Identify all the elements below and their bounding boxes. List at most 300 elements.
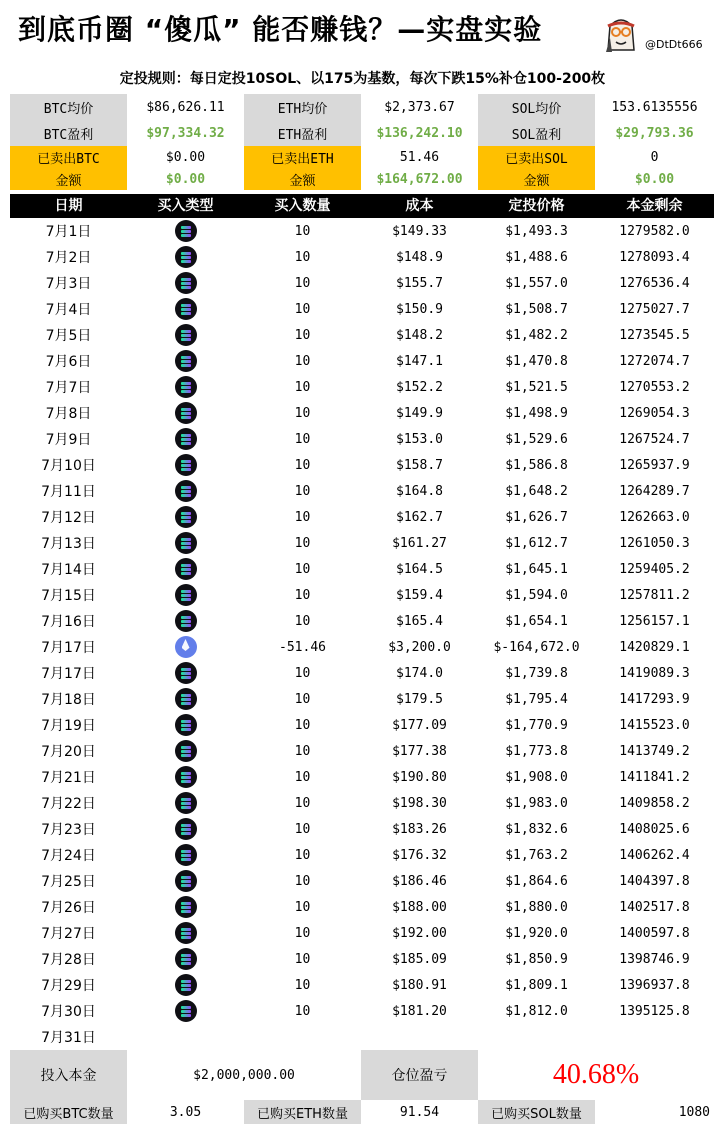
table-row [10,946,714,972]
row-invest-price: $1,645.1 [505,561,568,577]
row-principal-remaining: 1259405.2 [619,561,690,577]
row-quantity: 10 [294,951,311,967]
eth-avg-value: $2,373.67 [384,99,455,115]
row-invest-price: $1,626.7 [505,509,568,525]
row-cost: $161.27 [392,535,447,551]
row-buy-type [127,714,244,736]
row-quantity: 10 [294,483,311,499]
solana-icon [175,272,197,294]
investment-rule: 定投规则：每日定投10SOL、以175为基数，每次下跌15%补仓100-200枚 [119,71,606,87]
row-quantity: 10 [294,301,311,317]
btc-avg-label: BTC均价 [10,94,127,120]
row-cost: $186.46 [392,873,447,889]
row-quantity: 10 [294,275,311,291]
table-row [10,582,714,608]
row-quantity: 10 [294,431,311,447]
row-principal-remaining: 1272074.7 [619,353,690,369]
table-row [10,790,714,816]
row-cost: $159.4 [396,587,443,603]
sold-eth-label: 已卖出ETH [244,146,361,168]
row-invest-price: $1,812.0 [505,1003,568,1019]
solana-icon [175,714,197,736]
row-buy-type [127,324,244,346]
header-date: 日期 [54,198,83,214]
eth-profit-label: ETH盈利 [244,120,361,146]
row-cost: $165.4 [396,613,443,629]
row-principal-remaining: 1276536.4 [619,275,690,291]
row-buy-type [127,246,244,268]
row-buy-type [127,506,244,528]
sol-avg-value: 153.6135556 [611,99,698,115]
row-invest-price: $1,739.8 [505,665,568,681]
row-date: 7月9日 [45,432,92,448]
table-row [10,920,714,946]
table-header [10,194,714,218]
row-cost: $148.2 [396,327,443,343]
row-date: 7月5日 [45,328,92,344]
solana-icon [175,1000,197,1022]
row-quantity: 10 [294,1003,311,1019]
table-row [10,764,714,790]
solana-icon [175,220,197,242]
table-row [10,894,714,920]
row-quantity: 10 [294,353,311,369]
table-row [10,972,714,998]
sold-btc-label: 已卖出BTC [10,146,127,168]
principal-label: 投入本金 [10,1050,127,1100]
pnl-value: 40.68% [552,1059,640,1090]
row-principal-remaining: 1270553.2 [619,379,690,395]
row-buy-type [127,610,244,632]
row-date: 7月7日 [45,380,92,396]
table-row [10,348,714,374]
row-date: 7月27日 [41,926,96,942]
row-principal-remaining: 1273545.5 [619,327,690,343]
row-buy-type [127,636,244,658]
row-invest-price: $1,880.0 [505,899,568,915]
eth-amount-label: 金额 [244,168,361,190]
table-row [10,322,714,348]
row-cost: $176.32 [392,847,447,863]
table-row [10,244,714,270]
row-invest-price: $1,498.9 [505,405,568,421]
author-handle: @DtDt666 [645,38,703,51]
row-principal-remaining: 1402517.8 [619,899,690,915]
solana-icon [175,896,197,918]
avg-price-row [10,94,714,120]
solana-icon [175,740,197,762]
row-invest-price: $1,654.1 [505,613,568,629]
row-cost: $155.7 [396,275,443,291]
row-cost: $164.8 [396,483,443,499]
row-invest-price: $-164,672.0 [493,639,580,655]
row-buy-type [127,766,244,788]
row-quantity: -51.46 [279,639,326,655]
row-date: 7月13日 [41,536,96,552]
solana-icon [175,662,197,684]
table-row [10,426,714,452]
btc-qty-value: 3.05 [169,1104,202,1120]
row-principal-remaining: 1261050.3 [619,535,690,551]
sol-qty-value: 1080 [678,1104,710,1120]
row-cost: $188.00 [392,899,447,915]
row-invest-price: $1,920.0 [505,925,568,941]
table-row [10,296,714,322]
row-cost: $183.26 [392,821,447,837]
row-principal-remaining: 1264289.7 [619,483,690,499]
row-buy-type [127,740,244,762]
row-invest-price: $1,864.6 [505,873,568,889]
row-buy-type [127,454,244,476]
solana-icon [175,506,197,528]
row-date: 7月2日 [45,250,92,266]
row-quantity: 10 [294,561,311,577]
row-quantity: 10 [294,665,311,681]
row-date: 7月14日 [41,562,96,578]
row-invest-price: $1,908.0 [505,769,568,785]
row-date: 7月17日 [41,640,96,656]
row-principal-remaining: 1400597.8 [619,925,690,941]
row-cost: $180.91 [392,977,447,993]
footer [10,1050,714,1124]
row-cost: $148.9 [396,249,443,265]
table-row [10,686,714,712]
row-cost: $198.30 [392,795,447,811]
row-invest-price: $1,488.6 [505,249,568,265]
row-quantity: 10 [294,847,311,863]
row-date: 7月18日 [41,692,96,708]
btc-profit-value: $97,334.32 [146,125,225,141]
row-principal-remaining: 1409858.2 [619,795,690,811]
row-invest-price: $1,795.4 [505,691,568,707]
header-invest-price: 定投价格 [508,198,565,214]
header-quantity: 买入数量 [274,198,331,214]
row-principal-remaining: 1396937.8 [619,977,690,993]
row-buy-type [127,402,244,424]
row-cost: $179.5 [396,691,443,707]
row-buy-type [127,688,244,710]
row-quantity: 10 [294,223,311,239]
row-invest-price: $1,983.0 [505,795,568,811]
eth-qty-label: 已购买ETH数量 [244,1100,361,1124]
summary-table [10,94,714,190]
table-row [10,504,714,530]
row-quantity: 10 [294,977,311,993]
solana-icon [175,844,197,866]
row-date: 7月15日 [41,588,96,604]
eth-avg-label: ETH均价 [244,94,361,120]
row-invest-price: $1,493.3 [505,223,568,239]
row-invest-price: $1,832.6 [505,821,568,837]
row-cost: $174.0 [396,665,443,681]
row-buy-type [127,584,244,606]
solana-icon [175,974,197,996]
ethereum-icon [175,636,197,658]
row-buy-type [127,948,244,970]
btc-amount-label: 金额 [10,168,127,190]
solana-icon [175,532,197,554]
row-date: 7月10日 [41,458,96,474]
row-principal-remaining: 1256157.1 [619,613,690,629]
row-cost: $149.9 [396,405,443,421]
header-buy-type: 买入类型 [157,198,214,214]
row-principal-remaining: 1395125.8 [619,1003,690,1019]
row-quantity: 10 [294,717,311,733]
row-invest-price: $1,809.1 [505,977,568,993]
row-invest-price: $1,594.0 [505,587,568,603]
row-buy-type [127,870,244,892]
sold-sol-label: 已卖出SOL [478,146,595,168]
row-date: 7月29日 [41,978,96,994]
pnl-label: 仓位盈亏 [361,1050,478,1100]
table-row [10,374,714,400]
solana-icon [175,922,197,944]
row-buy-type [127,350,244,372]
row-date: 7月8日 [45,406,92,422]
solana-icon [175,246,197,268]
table-row [10,842,714,868]
row-principal-remaining: 1279582.0 [619,223,690,239]
btc-avg-value: $86,626.11 [146,99,225,115]
row-quantity: 10 [294,379,311,395]
table-row [10,400,714,426]
row-date: 7月26日 [41,900,96,916]
sol-profit-value: $29,793.36 [615,125,694,141]
row-buy-type [127,844,244,866]
row-date: 7月28日 [41,952,96,968]
row-quantity: 10 [294,769,311,785]
btc-qty-label: 已购买BTC数量 [10,1100,127,1124]
row-quantity: 10 [294,691,311,707]
row-cost: $192.00 [392,925,447,941]
solana-icon [175,584,197,606]
table-row [10,556,714,582]
table-row [10,218,714,244]
row-buy-type [127,220,244,242]
solana-icon [175,948,197,970]
row-buy-type [127,298,244,320]
row-principal-remaining: 1267524.7 [619,431,690,447]
row-date: 7月17日 [41,666,96,682]
row-principal-remaining: 1419089.3 [619,665,690,681]
solana-icon [175,454,197,476]
row-date: 7月1日 [45,224,92,240]
footer-qty-row [10,1100,714,1124]
row-principal-remaining: 1257811.2 [619,587,690,603]
row-buy-type [127,272,244,294]
footer-main-row [10,1050,714,1100]
row-cost: $158.7 [396,457,443,473]
row-cost: $147.1 [396,353,443,369]
sol-amount-label: 金额 [478,168,595,190]
row-cost: $149.33 [392,223,447,239]
solana-icon [175,688,197,710]
table-row [10,634,714,660]
btc-amount-value: $0.00 [165,171,206,187]
row-cost: $152.2 [396,379,443,395]
row-invest-price: $1,557.0 [505,275,568,291]
row-date: 7月6日 [45,354,92,370]
header-cost: 成本 [405,198,434,214]
row-buy-type [127,662,244,684]
table-row [10,712,714,738]
row-date: 7月21日 [41,770,96,786]
row-quantity: 10 [294,613,311,629]
row-principal-remaining: 1269054.3 [619,405,690,421]
profit-row [10,120,714,146]
row-invest-price: $1,586.8 [505,457,568,473]
solana-icon [175,428,197,450]
row-quantity: 10 [294,899,311,915]
row-invest-price: $1,521.5 [505,379,568,395]
header-principal-remaining: 本金剩余 [626,198,683,214]
row-principal-remaining: 1413749.2 [619,743,690,759]
row-principal-remaining: 1415523.0 [619,717,690,733]
row-date: 7月31日 [41,1030,96,1046]
page-title: 到底币圈 “傻瓜” 能否赚钱？—实盘实验 [18,13,543,46]
row-cost: $164.5 [396,561,443,577]
table-row [10,530,714,556]
btc-profit-label: BTC盈利 [10,120,127,146]
row-cost: $181.20 [392,1003,447,1019]
row-cost: $162.7 [396,509,443,525]
row-date: 7月30日 [41,1004,96,1020]
row-quantity: 10 [294,457,311,473]
title-row [0,0,725,58]
sold-eth-value: 51.46 [399,149,440,165]
row-buy-type [127,922,244,944]
row-invest-price: $1,612.7 [505,535,568,551]
solana-icon [175,766,197,788]
row-quantity: 10 [294,509,311,525]
row-principal-remaining: 1275027.7 [619,301,690,317]
row-date: 7月24日 [41,848,96,864]
row-buy-type [127,1000,244,1022]
table-row [10,998,714,1024]
row-cost: $150.9 [396,301,443,317]
solana-icon [175,792,197,814]
row-principal-remaining: 1398746.9 [619,951,690,967]
row-invest-price: $1,482.2 [505,327,568,343]
sold-sol-value: 0 [650,149,659,165]
solana-icon [175,610,197,632]
eth-profit-value: $136,242.10 [376,125,463,141]
avatar-icon [600,12,642,54]
row-date: 7月23日 [41,822,96,838]
row-principal-remaining: 1411841.2 [619,769,690,785]
solana-icon [175,324,197,346]
solana-icon [175,870,197,892]
row-date: 7月20日 [41,744,96,760]
row-date: 7月12日 [41,510,96,526]
row-buy-type [127,974,244,996]
amount-row [10,168,714,190]
row-cost: $177.09 [392,717,447,733]
row-date: 7月11日 [41,484,96,500]
row-cost: $3,200.0 [388,639,451,655]
row-quantity: 10 [294,535,311,551]
row-buy-type [127,896,244,918]
table-row [10,452,714,478]
table-row [10,608,714,634]
row-buy-type [127,792,244,814]
row-quantity: 10 [294,821,311,837]
table-row [10,816,714,842]
row-buy-type [127,480,244,502]
row-invest-price: $1,773.8 [505,743,568,759]
table-row [10,1024,714,1050]
row-quantity: 10 [294,925,311,941]
sol-avg-label: SOL均价 [478,94,595,120]
row-principal-remaining: 1265937.9 [619,457,690,473]
table-row [10,868,714,894]
row-invest-price: $1,770.9 [505,717,568,733]
row-cost: $153.0 [396,431,443,447]
solana-icon [175,480,197,502]
row-invest-price: $1,850.9 [505,951,568,967]
solana-icon [175,350,197,372]
row-invest-price: $1,508.7 [505,301,568,317]
row-cost: $185.09 [392,951,447,967]
row-principal-remaining: 1404397.8 [619,873,690,889]
row-principal-remaining: 1420829.1 [619,639,690,655]
row-invest-price: $1,470.8 [505,353,568,369]
table-body [10,218,714,1050]
row-date: 7月25日 [41,874,96,890]
table-row [10,738,714,764]
row-principal-remaining: 1408025.6 [619,821,690,837]
eth-qty-value: 91.54 [399,1104,440,1120]
row-date: 7月16日 [41,614,96,630]
row-quantity: 10 [294,795,311,811]
row-buy-type [127,428,244,450]
row-principal-remaining: 1417293.9 [619,691,690,707]
row-invest-price: $1,529.6 [505,431,568,447]
principal-value: $2,000,000.00 [193,1067,295,1083]
row-cost: $190.80 [392,769,447,785]
row-principal-remaining: 1278093.4 [619,249,690,265]
sold-btc-value: $0.00 [165,149,206,165]
table-row [10,270,714,296]
row-buy-type [127,818,244,840]
row-quantity: 10 [294,873,311,889]
row-quantity: 10 [294,587,311,603]
row-invest-price: $1,648.2 [505,483,568,499]
sold-row [10,146,714,168]
solana-icon [175,298,197,320]
row-principal-remaining: 1262663.0 [619,509,690,525]
row-date: 7月3日 [45,276,92,292]
row-buy-type [127,532,244,554]
sol-amount-value: $0.00 [634,171,675,187]
table-row [10,478,714,504]
row-quantity: 10 [294,249,311,265]
solana-icon [175,376,197,398]
row-quantity: 10 [294,405,311,421]
row-quantity: 10 [294,743,311,759]
table-row [10,660,714,686]
row-date: 7月22日 [41,796,96,812]
row-invest-price: $1,763.2 [505,847,568,863]
row-cost: $177.38 [392,743,447,759]
solana-icon [175,818,197,840]
row-principal-remaining: 1406262.4 [619,847,690,863]
row-buy-type [127,376,244,398]
row-date: 7月4日 [45,302,92,318]
row-buy-type [127,558,244,580]
eth-amount-value: $164,672.00 [376,171,463,187]
sol-qty-label: 已购买SOL数量 [478,1100,595,1124]
